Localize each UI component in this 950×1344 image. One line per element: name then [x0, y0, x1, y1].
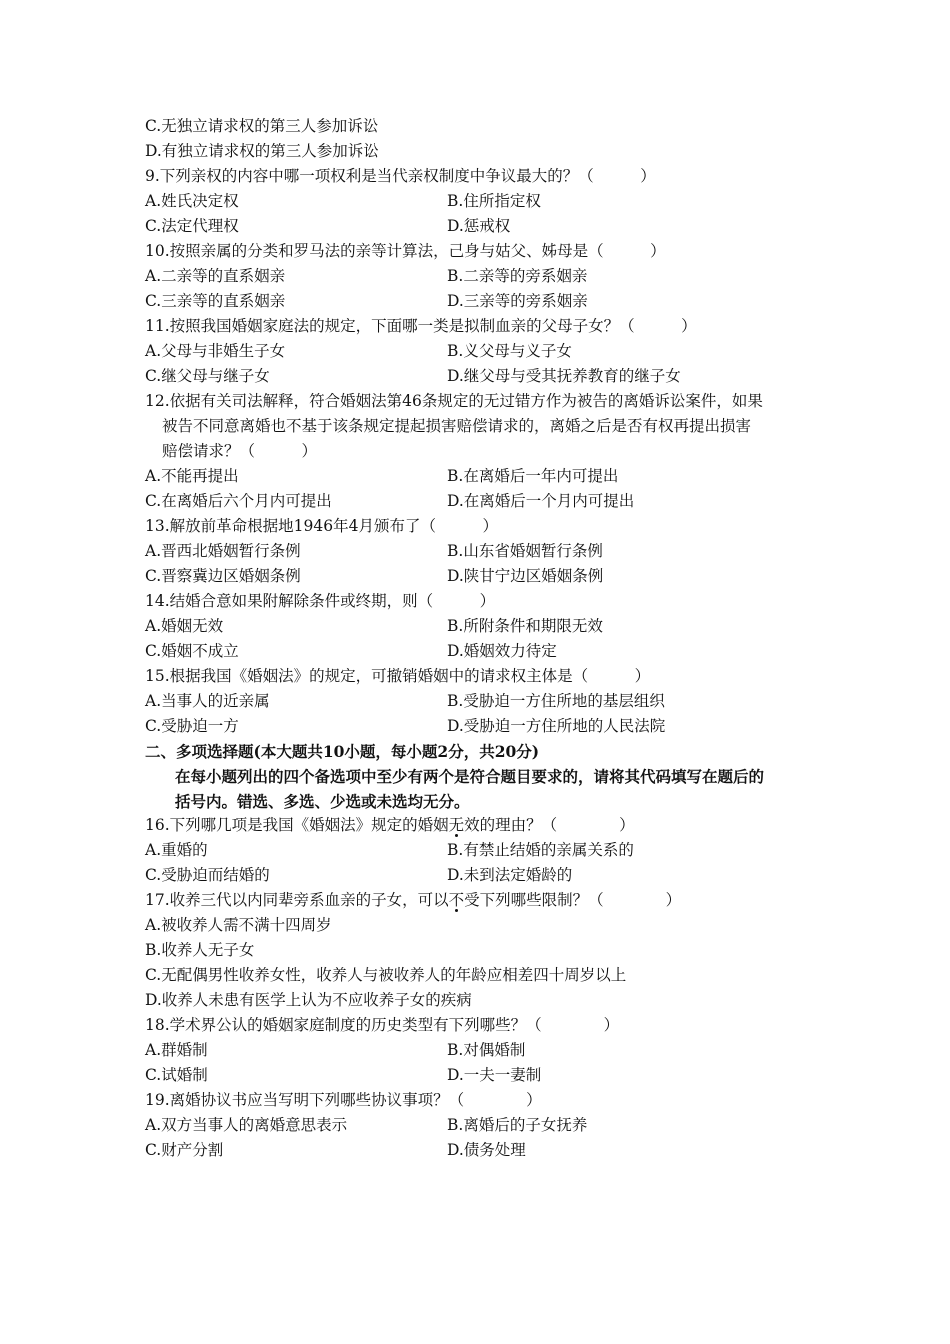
q12-option-d: D.在离婚后一个月内可提出: [447, 492, 635, 510]
q18-option-b: B.对偶婚制: [447, 1041, 526, 1059]
q18-option-a: A.群婚制: [145, 1041, 208, 1059]
question-12-line-1: 12.依据有关司法解释，符合婚姻法第46条规定的无过错方作为被告的离婚诉讼案件，如果: [145, 392, 763, 410]
q11-option-d: D.继父母与受其抚养教育的继子女: [447, 367, 681, 385]
q15-option-d: D.受胁迫一方住所地的人民法院: [447, 717, 666, 735]
question-16-text-post: 效的理由？（ ）: [464, 816, 635, 834]
question-12-line-2: 被告不同意离婚也不基于该条规定提起损害赔偿请求的，离婚之后是否有权再提出损害: [162, 417, 752, 435]
q15-option-a: A.当事人的近亲属: [145, 692, 270, 710]
q13-option-c: C.晋察冀边区婚姻条例: [145, 567, 301, 585]
question-11: 11.按照我国婚姻家庭法的规定，下面哪一类是拟制血亲的父母子女？（ ）: [145, 317, 697, 335]
q16-option-c: C.受胁迫而结婚的: [145, 866, 270, 884]
q15-option-b: B.受胁迫一方住所地的基层组织: [447, 692, 665, 710]
q14-option-d: D.婚姻效力待定: [447, 642, 557, 660]
q10-option-c: C.三亲等的直系姻亲: [145, 292, 286, 310]
question-16: [145, 813, 825, 838]
q14-option-b: B.所附条件和期限无效: [447, 617, 603, 635]
section-heading-multiple-choice: 二、多项选择题(本大题共10小题，每小题2分，共20分): [145, 742, 540, 761]
q10-option-d: D.三亲等的旁系姻亲: [447, 292, 588, 310]
q13-option-d: D.陕甘宁边区婚姻条例: [447, 567, 604, 585]
question-16-text-pre: 16.下列哪几项是我国《婚姻法》规定的婚姻: [145, 816, 449, 834]
q17-option-b: B.收养人无子女: [145, 941, 255, 959]
q17-option-d: D.收养人未患有医学上认为不应收养子女的疾病: [145, 991, 472, 1009]
q9-option-c: C.法定代理权: [145, 217, 239, 235]
question-13: 13.解放前革命根据地1946年4月颁布了（ ）: [145, 517, 498, 535]
question-9: 9.下列亲权的内容中哪一项权利是当代亲权制度中争议最大的？（ ）: [145, 167, 656, 185]
q19-option-c: C.财产分割: [145, 1141, 224, 1159]
q12-option-b: B.在离婚后一年内可提出: [447, 467, 619, 485]
q16-option-b: B.有禁止结婚的亲属关系的: [447, 841, 634, 859]
q11-option-a: A.父母与非婚生子女: [145, 342, 286, 360]
question-10: 10.按照亲属的分类和罗马法的亲等计算法，己身与姑父、姊母是（ ）: [145, 242, 666, 260]
q8-option-d: D.有独立请求权的第三人参加诉讼: [145, 142, 379, 160]
q10-option-b: B.二亲等的旁系姻亲: [447, 267, 588, 285]
q10-option-a: A.二亲等的直系姻亲: [145, 267, 286, 285]
q17-option-c: C.无配偶男性收养女性，收养人与被收养人的年龄应相差四十周岁以上: [145, 966, 627, 984]
question-17: [145, 888, 825, 913]
question-19: 19.离婚协议书应当写明下列哪些协议事项？（ ）: [145, 1091, 542, 1109]
q14-option-a: A.婚姻无效: [145, 617, 224, 635]
q11-option-b: B.义父母与义子女: [447, 342, 572, 360]
question-12-line-3: 赔偿请求？（ ）: [162, 442, 318, 460]
q19-option-b: B.离婚后的子女抚养: [447, 1116, 588, 1134]
q14-option-c: C.婚姻不成立: [145, 642, 239, 660]
section-instructions-line-2: 括号内。错选、多选、少选或未选均无分。: [175, 792, 470, 811]
question-17-text-pre: 17.收养三代以内同辈旁系血亲的子女，可以: [145, 891, 449, 909]
question-16-emphasis: 无: [448, 816, 465, 834]
q9-option-a: A.姓氏决定权: [145, 192, 239, 210]
q18-option-c: C.试婚制: [145, 1066, 208, 1084]
q19-option-d: D.债务处理: [447, 1141, 526, 1159]
q9-option-b: B.住所指定权: [447, 192, 541, 210]
q17-option-a: A.被收养人需不满十四周岁: [145, 916, 332, 934]
section-instructions-line-1: 在每小题列出的四个备选项中至少有两个是符合题目要求的，请将其代码填写在题后的: [175, 767, 765, 786]
q9-option-d: D.惩戒权: [447, 217, 511, 235]
question-17-text-post: 受下列哪些限制？（ ）: [464, 891, 682, 909]
q13-option-a: A.晋西北婚姻暂行条例: [145, 542, 301, 560]
q13-option-b: B.山东省婚姻暂行条例: [447, 542, 603, 560]
question-15: 15.根据我国《婚姻法》的规定，可撤销婚姻中的请求权主体是（ ）: [145, 667, 651, 685]
q18-option-d: D.一夫一妻制: [447, 1066, 542, 1084]
q12-option-c: C.在离婚后六个月内可提出: [145, 492, 332, 510]
question-14: 14.结婚合意如果附解除条件或终期，则（ ）: [145, 592, 496, 610]
question-17-emphasis: 不: [448, 891, 465, 909]
q16-option-d: D.未到法定婚龄的: [447, 866, 573, 884]
q11-option-c: C.继父母与继子女: [145, 367, 270, 385]
q8-option-c: C.无独立请求权的第三人参加诉讼: [145, 117, 379, 135]
q12-option-a: A.不能再提出: [145, 467, 239, 485]
q19-option-a: A.双方当事人的离婚意思表示: [145, 1116, 348, 1134]
question-18: 18.学术界公认的婚姻家庭制度的历史类型有下列哪些？（ ）: [145, 1016, 620, 1034]
q16-option-a: A.重婚的: [145, 841, 208, 859]
q15-option-c: C.受胁迫一方: [145, 717, 239, 735]
